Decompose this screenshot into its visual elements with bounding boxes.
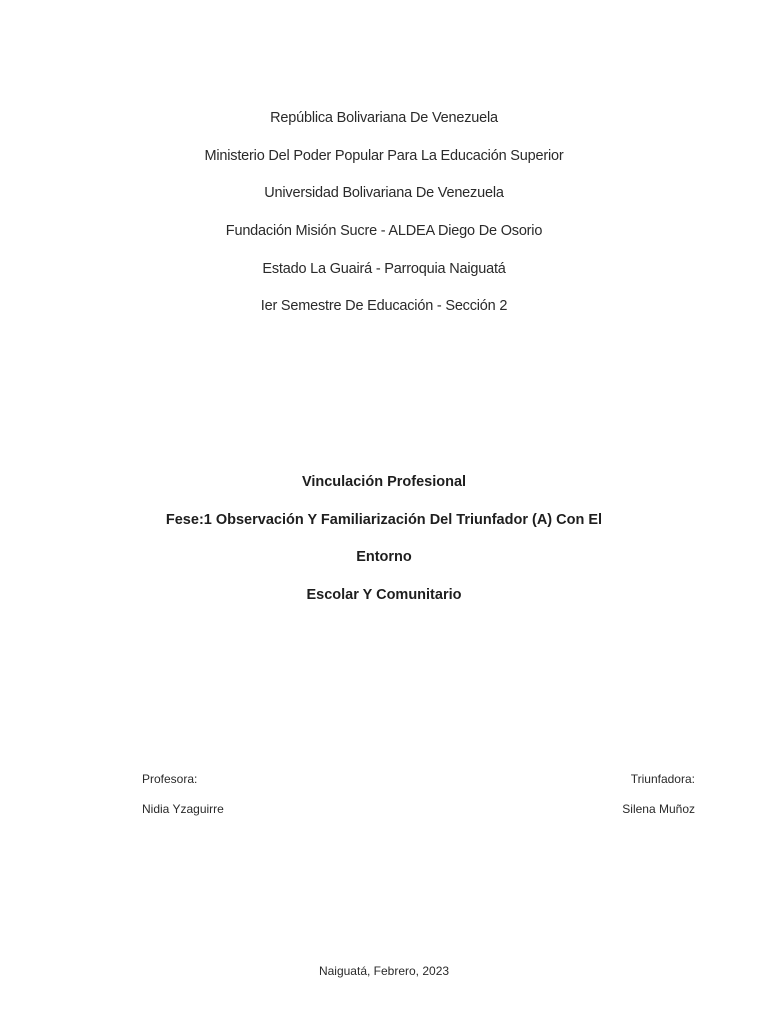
header-semester: Ier Semestre De Educación - Sección 2 — [260, 298, 508, 314]
professor-label: Profesora: — [142, 772, 198, 786]
document-title-line-1: Fese:1 Observación Y Familiarización Del Triunfador (A) Con El — [165, 512, 603, 528]
student-name: Silena Muñoz — [622, 802, 695, 816]
document-title-line-2: Entorno — [356, 549, 412, 565]
student-label: Triunfadora: — [630, 772, 695, 786]
header-university: Universidad Bolivariana De Venezuela — [264, 185, 504, 201]
document-subject: Vinculación Profesional — [301, 474, 467, 490]
header-location: Estado La Guairá - Parroquia Naiguatá — [262, 261, 506, 277]
header-ministry: Ministerio Del Poder Popular Para La Educación Superior — [204, 148, 564, 164]
document-title-line-3: Escolar Y Comunitario — [306, 587, 462, 603]
place-date: Naiguatá, Febrero, 2023 — [318, 964, 450, 978]
header-country: República Bolivariana De Venezuela — [270, 110, 498, 126]
professor-name: Nidia Yzaguirre — [142, 802, 224, 816]
header-foundation: Fundación Misión Sucre - ALDEA Diego De Osorio — [225, 223, 543, 239]
